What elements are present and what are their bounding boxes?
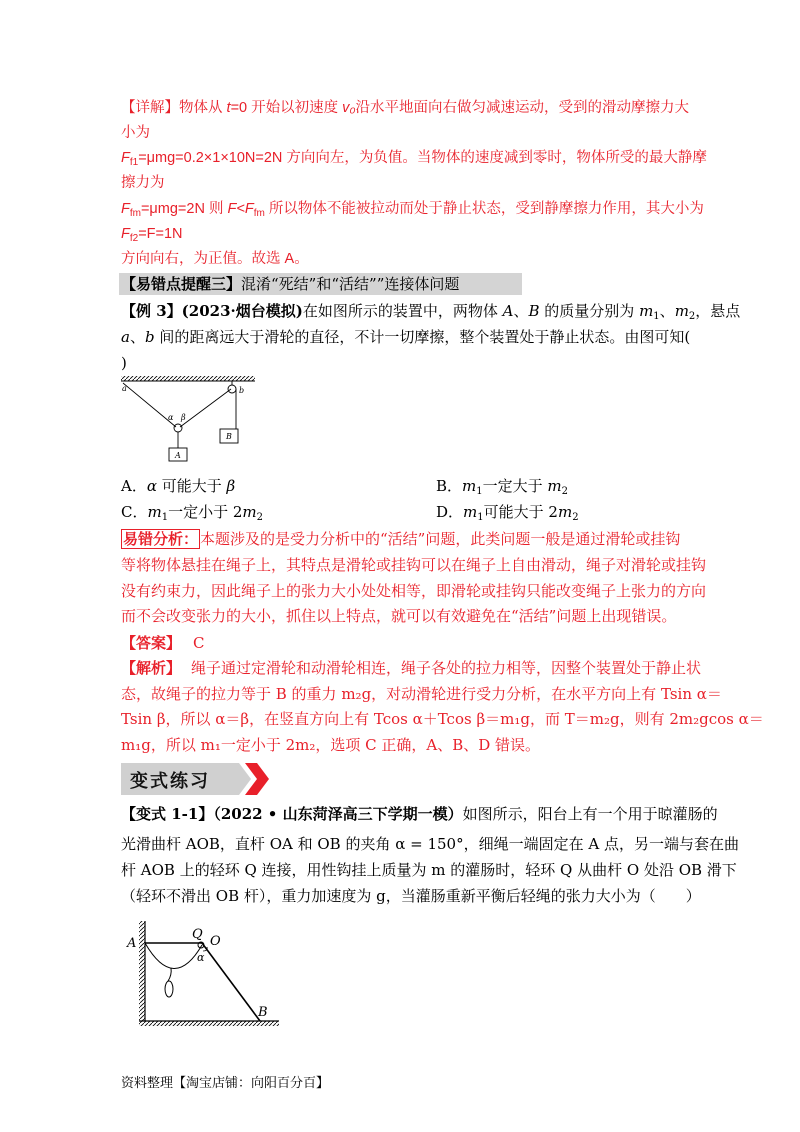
wall — [139, 921, 145, 1021]
variant-tag: 【变式 1-1】 — [121, 805, 214, 823]
option-label: B． — [436, 477, 463, 495]
analysis-tag: 【解析】 — [121, 659, 182, 677]
error-analysis-line-2: 等将物体悬挂在绳子上，其特点是滑轮或挂钩可以在绳子上自由滑动，绳子对滑轮或挂钩 — [121, 556, 707, 574]
variant-line-1 — [121, 804, 718, 824]
text: 物体从 — [179, 100, 227, 116]
fixed-pulley — [228, 385, 236, 393]
var-m: m — [547, 477, 562, 495]
option-A[interactable] — [121, 476, 235, 496]
var-A: A — [502, 302, 514, 320]
analysis-line-1 — [121, 658, 701, 678]
text: =μmg=0.2×1×10N=2N 方向向左，为负值。当物体的速度减到零时，物体所受的最大静摩 — [138, 150, 707, 166]
section-title: 混淆“死结”和“活结””连接体问题 — [241, 275, 460, 293]
option-D[interactable] — [436, 502, 579, 522]
var-t: t — [226, 100, 231, 116]
var-m: m — [242, 503, 257, 521]
variant-line-4: （轻环不滑出 OB 杆），重力加速度为 g，当灌肠重新平衡后轻绳的张力大小为（ ） — [121, 887, 701, 905]
text: 沿水平地面向右做匀减速运动，受到的滑动摩擦力大 — [355, 100, 690, 116]
sub: 1 — [161, 512, 169, 523]
sub: 1 — [653, 311, 660, 322]
detail-line-5 — [121, 199, 704, 219]
detail-line-6 — [121, 224, 183, 244]
sub: 2 — [572, 512, 579, 523]
sub: f2 — [129, 233, 139, 244]
text: 绳子通过定滑轮和动滑轮相连，绳子各处的拉力相等，因整个装置处于静止状 — [191, 659, 702, 677]
analysis-line-2: 态，故绳子的拉力等于 B 的重力 m₂g，对动滑轮进行受力分析，在水平方向上有 Tsin α＝ — [121, 685, 722, 703]
variant-source: （2022 • 山东菏泽高三下学期一模） — [213, 805, 463, 823]
sausage — [165, 981, 173, 997]
example-tag: 【例 3】 — [121, 302, 182, 320]
sub: f1 — [129, 157, 139, 168]
analysis-line-3: Tsin β，所以 α＝β，在竖直方向上有 Tcos α＋Tcos β＝m₁g，而 T＝m₂g，则有 2m₂gcos α＝ — [121, 710, 764, 728]
sub: 2 — [561, 486, 569, 497]
rod-figure — [124, 915, 284, 1027]
sub: 2 — [688, 311, 696, 322]
label-B: B — [258, 1005, 268, 1020]
sub: 1 — [477, 512, 484, 523]
text: 可能大于 — [156, 477, 227, 495]
var-b: b — [144, 328, 155, 346]
hook — [168, 968, 171, 981]
text: ，悬点 — [695, 302, 741, 320]
rope-right — [180, 389, 231, 427]
error-analysis-tag: 易错分析： — [123, 530, 199, 548]
rod-OB — [202, 943, 260, 1021]
text: 一定小于 2 — [168, 503, 243, 521]
footer: 资料整理【淘宝店铺：向阳百分百】 — [121, 1075, 330, 1090]
option-label: D． — [436, 503, 464, 521]
example-line-2 — [121, 327, 690, 347]
var-beta: β — [226, 477, 236, 495]
floor — [139, 1021, 279, 1026]
analysis-line-4: m₁g，所以 m₁一定小于 2m₂，选项 C 正确，A、B、D 错误。 — [121, 736, 541, 754]
var-m: m — [674, 302, 689, 320]
label-b: b — [239, 386, 245, 395]
label-alpha: α — [197, 951, 205, 964]
var-v0: v₀ — [342, 100, 356, 116]
example-source: (2023·烟台模拟) — [181, 302, 303, 320]
label-beta: β — [181, 413, 186, 422]
variant-line-3: 杆 AOB 上的轻环 Q 连接，用性钩挂上质量为 m 的灌肠时，轻环 Q 从曲杆 O 处沿 OB 滑下 — [121, 861, 737, 879]
var-F: F — [121, 150, 130, 166]
text: 一定大于 — [482, 477, 548, 495]
var-F: F<F — [227, 201, 254, 217]
var-a: a — [121, 328, 130, 346]
var-m: m — [639, 302, 654, 320]
var-m: m — [557, 503, 573, 521]
section-tag: 【易错点提醒三】 — [121, 275, 242, 293]
option-label: C． — [121, 503, 148, 521]
ceiling — [121, 376, 255, 381]
detail-line-3 — [121, 148, 707, 168]
label-A: A — [127, 936, 137, 951]
practice-banner: 变式练习 — [130, 771, 210, 792]
variant-line-2: 光滑曲杆 AOB，直杆 OA 和 OB 的夹角 α = 150°，细绳一端固定在 A 点，另一端与套在曲 — [121, 835, 739, 853]
var-m: m — [462, 477, 477, 495]
error-analysis-line-3: 没有约束力，因此绳子上的张力大小处处相等，即滑轮或挂钩只能改变绳子上张力的方向 — [121, 582, 707, 600]
detail-tag: 【详解】 — [121, 100, 179, 116]
var-F: F — [121, 226, 130, 242]
detail-line-1 — [121, 98, 689, 118]
text: 间的距离远大于滑轮的直径，不计一切摩擦，整个装置处于静止状态。由图可知( — [154, 328, 691, 346]
hanging-rope — [145, 943, 202, 969]
detail-line-4: 擦力为 — [121, 175, 165, 191]
text: 所以物体不能被拉动而处于静止状态，受到静摩擦力作用，其大小为 — [264, 201, 704, 217]
var-B: B — [528, 302, 540, 320]
pulley-figure — [118, 375, 258, 467]
text: 在如图所示的装置中，两物体 — [302, 302, 503, 320]
error-analysis-line-4: 而不会改变张力的大小，抓住以上特点，就可以有效避免在“活结”问题上出现错误。 — [121, 607, 677, 625]
text: 、 — [659, 302, 675, 320]
moving-pulley — [174, 424, 182, 432]
label-A: A — [175, 451, 181, 460]
var-F: F — [121, 201, 130, 217]
sub: 1 — [476, 486, 483, 497]
var-alpha: α — [146, 477, 157, 495]
answer-tag: 【答案】 — [121, 634, 182, 652]
error-analysis-line-1 — [121, 529, 680, 549]
label-B: B — [226, 432, 232, 441]
section-header — [121, 274, 459, 294]
option-B[interactable] — [436, 476, 568, 496]
detail-line-2: 小为 — [121, 125, 150, 141]
sub: fm — [253, 208, 265, 219]
text: 可能大于 2 — [483, 503, 558, 521]
text: 、 — [129, 328, 145, 346]
var-m: m — [147, 503, 162, 521]
sub: 2 — [256, 512, 264, 523]
example-line-3: ) — [121, 354, 127, 372]
detail-line-7: 方向向右，为正值。故选 A。 — [121, 251, 309, 267]
option-C[interactable] — [121, 502, 263, 522]
answer-line — [121, 633, 205, 653]
text: 如图所示，阳台上有一个用于晾灌肠的 — [462, 805, 718, 823]
option-label: A． — [121, 477, 147, 495]
label-Q: Q — [192, 927, 203, 942]
label-O: O — [210, 934, 221, 949]
var-m: m — [463, 503, 478, 521]
text: =F=1N — [138, 226, 183, 242]
text: =μmg=2N 则 — [140, 201, 228, 217]
example-line-1 — [121, 301, 740, 321]
label-alpha: α — [168, 413, 174, 422]
text: 本题涉及的是受力分析中的“活结”问题，此类问题一般是通过滑轮或挂钩 — [200, 530, 681, 548]
label-a: a — [122, 384, 127, 393]
text: 、 — [513, 302, 529, 320]
text: 的质量分别为 — [539, 302, 640, 320]
sub: fm — [129, 208, 141, 219]
text: =0 开始以初速度 — [230, 100, 343, 116]
answer-value: C — [193, 634, 205, 652]
